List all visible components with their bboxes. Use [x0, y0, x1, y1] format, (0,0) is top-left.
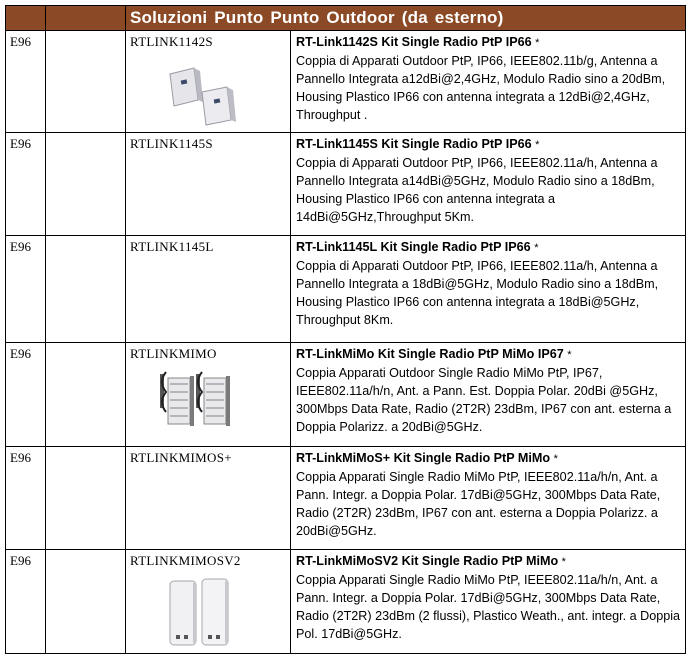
header-blank-1 — [6, 6, 46, 31]
product-name: RT-LinkMiMoS+ Kit Single Radio PtP MiMo — [296, 451, 551, 465]
product-name: RT-LinkMiMo Kit Single Radio PtP MiMo IP67 — [296, 347, 564, 361]
table-row — [6, 133, 686, 236]
description-cell — [291, 550, 686, 654]
device-unit-image — [160, 372, 194, 426]
product-name: RT-Link1142S Kit Single Radio PtP IP66 — [296, 35, 532, 49]
description-cell — [291, 133, 686, 236]
code-cell — [46, 133, 126, 236]
category-cell: E96 — [6, 31, 46, 133]
table-row — [6, 550, 686, 654]
table-header — [6, 6, 686, 31]
device-unit-image — [170, 68, 203, 106]
device-unit-image — [202, 87, 236, 125]
product-star: * — [561, 556, 566, 568]
description-cell — [291, 31, 686, 133]
sku-label: RTLINKMIMO — [130, 346, 217, 361]
product-star: * — [553, 453, 558, 465]
description-cell — [291, 343, 686, 447]
category-cell: E96 — [6, 236, 46, 343]
device-pair-image — [130, 54, 240, 130]
sku-label: RTLINK1145L — [130, 239, 214, 254]
code-cell — [46, 343, 126, 447]
product-star: * — [535, 139, 540, 151]
product-star: * — [567, 349, 572, 361]
sku-cell — [126, 133, 291, 236]
sku-label: RTLINKMIMOS+ — [130, 450, 232, 465]
product-star: * — [534, 242, 539, 254]
sku-cell — [126, 31, 291, 133]
sku-cell — [126, 343, 291, 447]
category-cell: E96 — [6, 133, 46, 236]
product-description: Coppia Apparati Single Radio MiMo PtP, IEEE802.11a/h/n, Ant. a Pann. Integr. a Doppia Polar. 17dBi@5GHz, 300Mbps Data Rate, Radio (2T2R) 23dBm (2 flussi), Plastico Weath., ant. integr. a Doppia Pol. 17dBi@5GHz. — [296, 573, 681, 641]
device-pair-image — [130, 366, 240, 434]
device-pair-image — [130, 573, 240, 649]
code-cell — [46, 447, 126, 550]
product-name: RT-Link1145S Kit Single Radio PtP IP66 — [296, 137, 532, 151]
category-cell: E96 — [6, 550, 46, 654]
product-star: * — [535, 37, 540, 49]
product-name: RT-LinkMiMoSV2 Kit Single Radio PtP MiMo — [296, 554, 559, 568]
header-blank-2 — [46, 6, 126, 31]
product-description: Coppia di Apparati Outdoor PtP, IP66, IEEE802.11a/h, Antenna a Pannello Integrata a14dBi@5GHz, Modulo Radio sino a 18dBm, Housing Plastico IP66 con antenna integrata a 14dBi@5GHz,Throughput 5Km. — [296, 156, 658, 224]
sku-label: RTLINK1142S — [130, 34, 213, 49]
code-cell — [46, 236, 126, 343]
table-row — [6, 343, 686, 447]
description-cell — [291, 236, 686, 343]
device-unit-image — [202, 579, 228, 645]
device-unit-image — [196, 372, 230, 426]
sku-label: RTLINKMIMOSV2 — [130, 553, 241, 568]
product-table — [5, 5, 686, 654]
category-cell: E96 — [6, 447, 46, 550]
code-cell — [46, 550, 126, 654]
product-name: RT-Link1145L Kit Single Radio PtP IP66 — [296, 240, 531, 254]
table-title: Soluzioni Punto Punto Outdoor (da esterno) — [126, 6, 686, 31]
code-cell — [46, 31, 126, 133]
sku-label: RTLINK1145S — [130, 136, 213, 151]
device-unit-image — [170, 581, 196, 645]
product-description: Coppia Apparati Single Radio MiMo PtP, IEEE802.11a/h/n, Ant. a Pann. Integr. a Doppia Polar. 17dBi@5GHz, 300Mbps Data Rate, Radio (2T2R) 23dBm, IP67 con ant. esterna a Doppia Polarizz. a 20dBi@5GHz. — [296, 470, 661, 538]
product-description: Coppia Apparati Outdoor Single Radio MiMo PtP, IP67, IEEE802.11a/h/n, Ant. a Pann. Est. Doppia Polar. 20dBi @5GHz, 300Mbps Data Rate, Radio (2T2R) 23dBm, IP67 con ant. esterna a Doppia Polarizz. a 20dBi@5GHz. — [296, 366, 672, 434]
sku-cell — [126, 236, 291, 343]
sku-cell — [126, 447, 291, 550]
product-description: Coppia di Apparati Outdoor PtP, IP66, IEEE802.11b/g, Antenna a Pannello Integrata a12dBi@2,4GHz, Modulo Radio sino a 20dBm, Housing Plastico IP66 con antenna integrata a 12dBi@2,4GHz, Throughput . — [296, 54, 666, 122]
category-cell: E96 — [6, 343, 46, 447]
table-row — [6, 31, 686, 133]
table-row — [6, 447, 686, 550]
product-description: Coppia di Apparati Outdoor PtP, IP66, IEEE802.11a/h, Antenna a Pannello Integrata a 18dBi@5GHz, Modulo Radio sino a 18dBm, Housing Plastico IP66 con antenna integrata a 18dBi@5GHz, Throughput 8Km. — [296, 259, 659, 327]
description-cell — [291, 447, 686, 550]
price-list — [5, 5, 686, 654]
table-row — [6, 236, 686, 343]
sku-cell — [126, 550, 291, 654]
